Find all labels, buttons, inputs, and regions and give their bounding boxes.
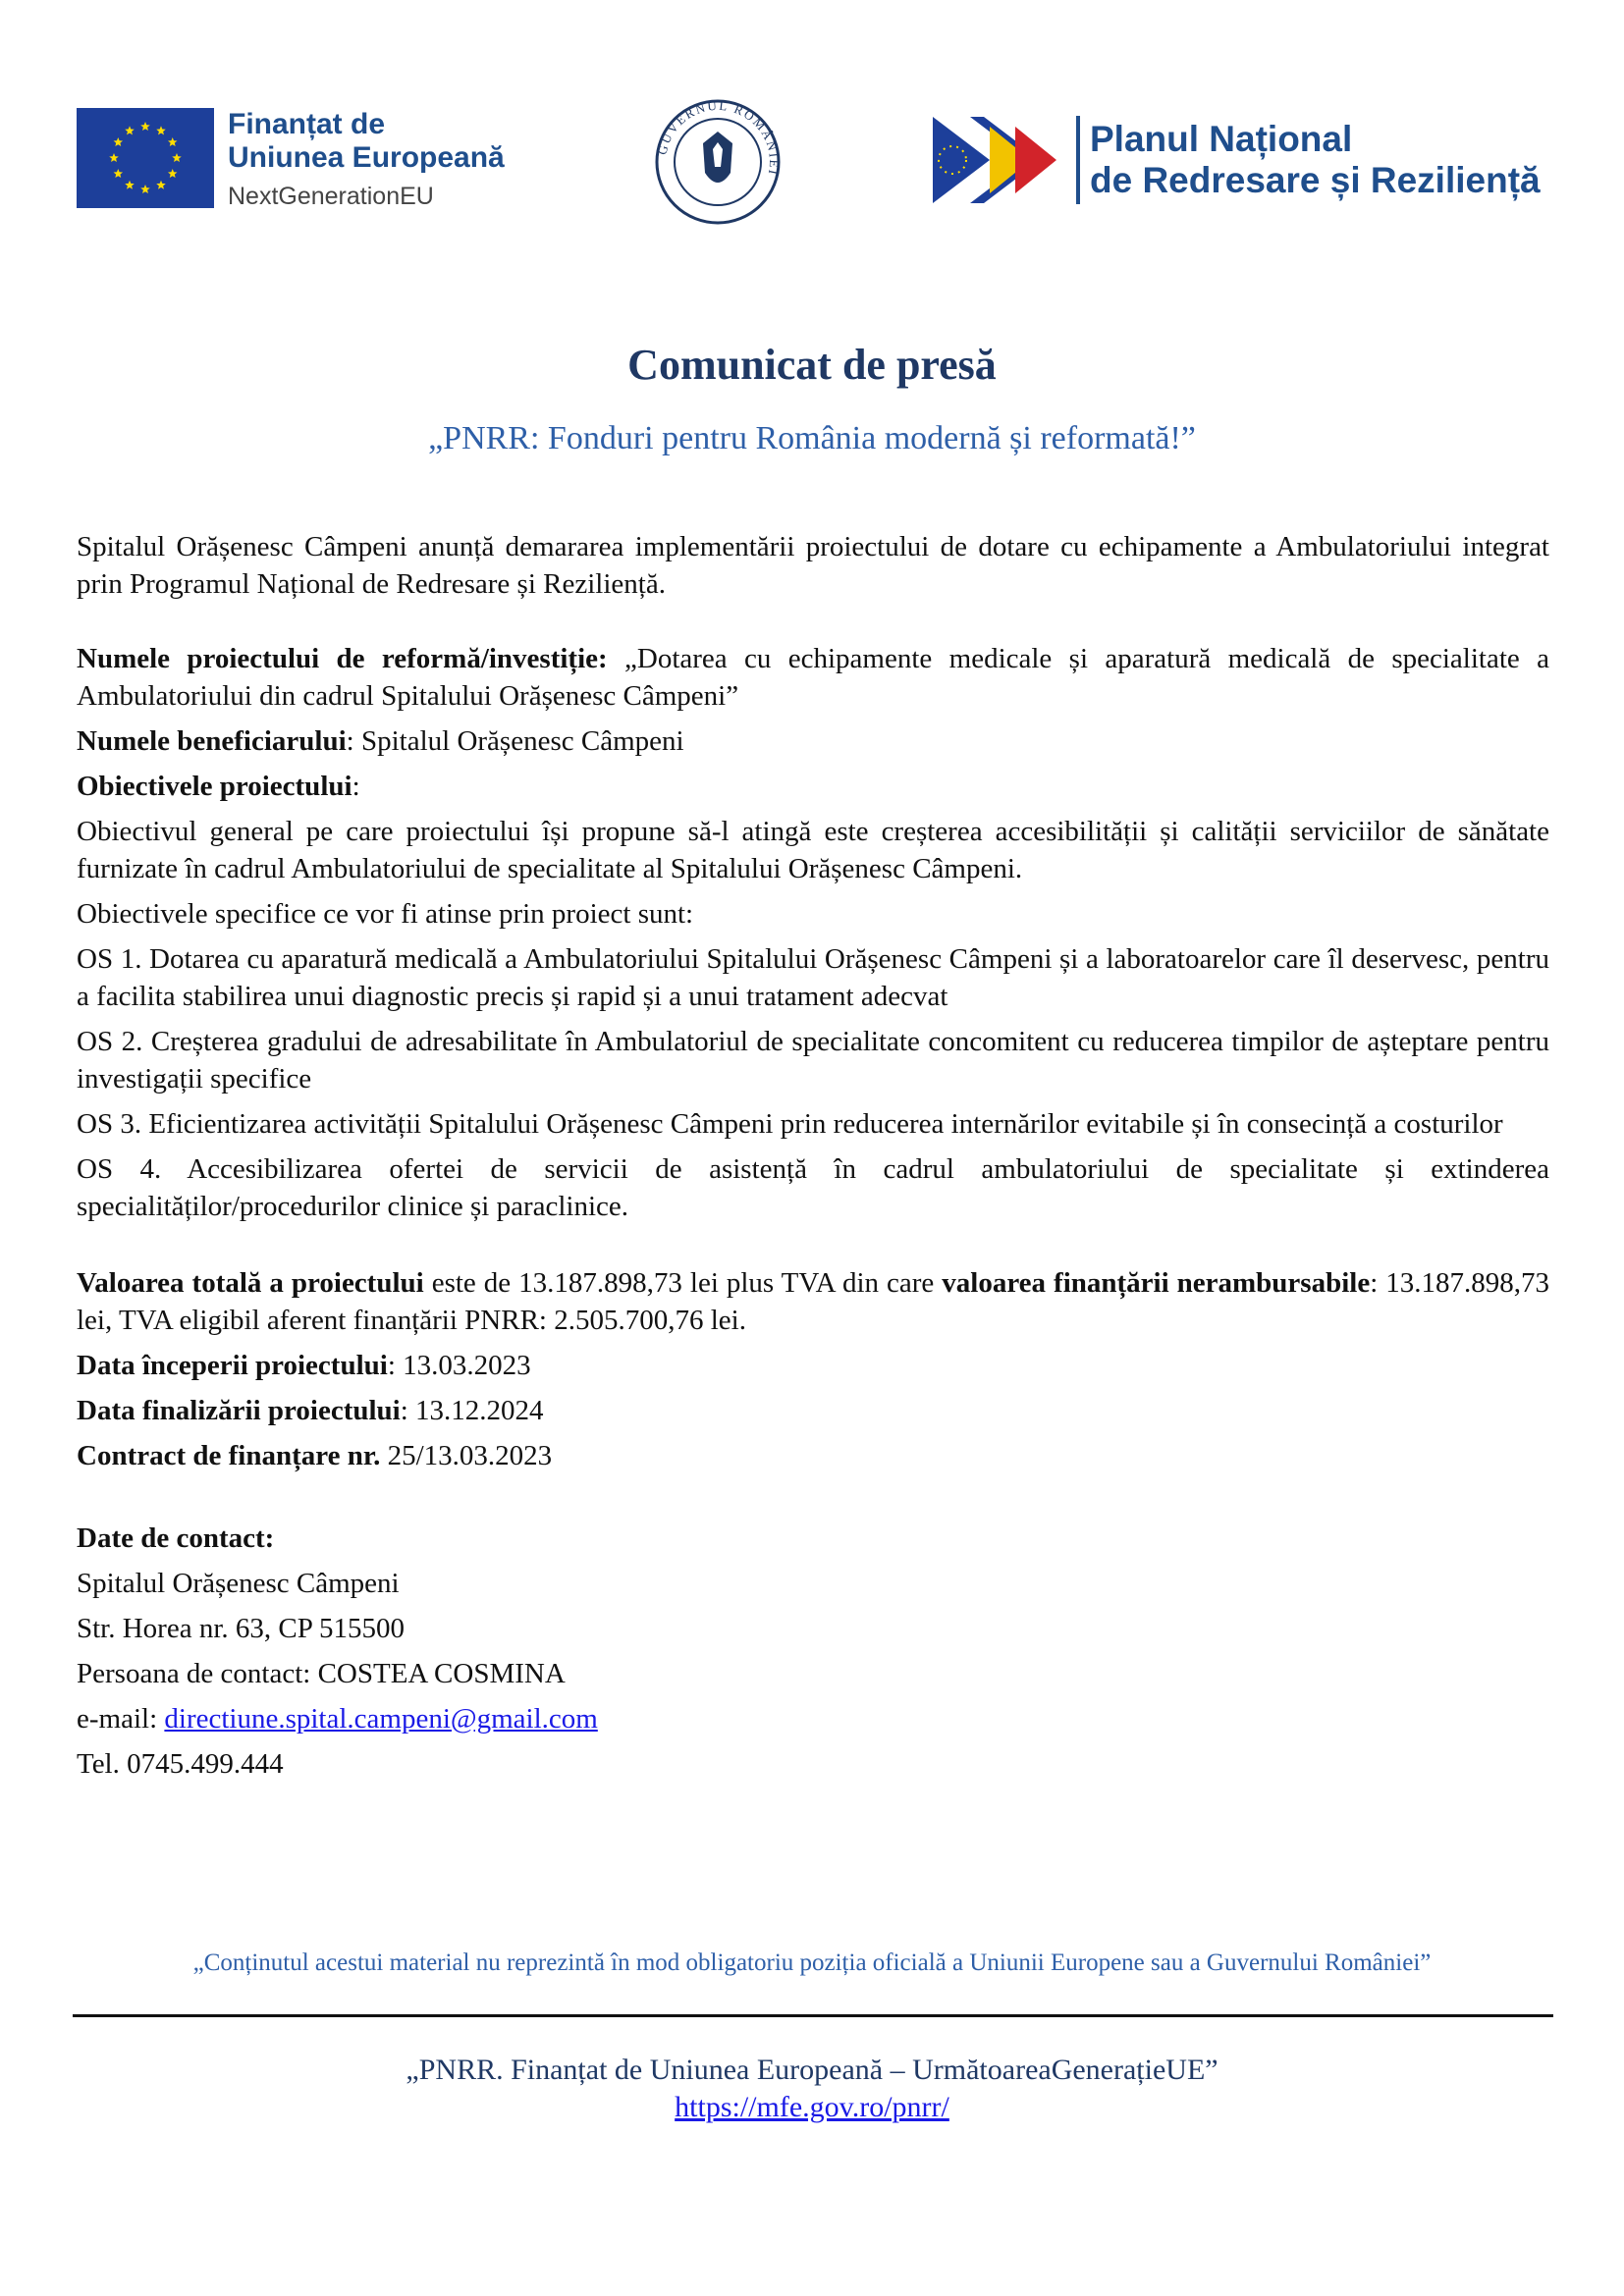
pnrr-line2: de Redresare și Reziliență	[1090, 160, 1541, 200]
end-date	[77, 1392, 1549, 1429]
romanian-government-seal	[654, 98, 782, 226]
start-date	[77, 1347, 1549, 1384]
contract-number	[77, 1437, 1549, 1474]
eu-funding-logo	[77, 108, 505, 214]
total-value-label: Valoarea totală a proiectului	[77, 1267, 424, 1299]
specific-objective: OS 3. Eficientizarea activității Spitalului Orășenesc Câmpeni prin reducerea internărilor evitabile și în consecință a costurilor	[77, 1108, 1503, 1140]
disclaimer: „Conținutul acestui material nu reprezintă în mod obligatoriu poziția oficială a Uniunii Europene sau a Guvernului României”	[192, 1949, 1432, 1976]
project-name	[77, 640, 1549, 715]
footer-divider	[73, 2014, 1553, 2017]
intro-paragraph: Spitalul Orășenesc Câmpeni anunță demararea implementării proiectului de dotare cu echipamente a Ambulatoriului integrat prin Programul Național de Redresare și Reziliență.	[77, 531, 1549, 600]
header-logos	[0, 0, 1624, 255]
beneficiary-label: Numele beneficiarului	[77, 725, 347, 757]
grant-label: valoarea finanțării nerambursabile	[942, 1267, 1371, 1299]
project-name-label: Numele proiectului de reformă/investiție:	[77, 643, 608, 674]
end-date-value: : 13.12.2024	[400, 1395, 544, 1426]
objectives-label: Obiectivele proiectului	[77, 771, 352, 802]
svg-text:GUVERNUL ROMÂNIEI: GUVERNUL ROMÂNIEI	[654, 98, 782, 178]
objectives-colon: :	[352, 771, 360, 802]
eu-logo-line2: Uniunea Europeană	[228, 141, 505, 174]
total-value-text: este de 13.187.898,73 lei plus TVA din care	[423, 1267, 943, 1299]
end-date-label: Data finalizării proiectului	[77, 1395, 401, 1426]
eu-logo-line3: NextGenerationEU	[228, 183, 434, 210]
contact-person: Persoana de contact: COSTEA COSMINA	[77, 1658, 566, 1689]
footer-slogan: „PNRR. Finanțat de Uniunea Europeană – UrmătoareaGenerațieUE”	[406, 2054, 1218, 2086]
press-release-body	[77, 528, 1549, 1790]
eu-flag-icon	[77, 108, 214, 208]
footer-link-row	[0, 2091, 1624, 2124]
total-value	[77, 1264, 1549, 1339]
specific-objectives-intro: Obiectivele specifice ce vor fi atinse prin proiect sunt:	[77, 898, 694, 930]
beneficiary	[77, 722, 1549, 760]
page-title: Comunicat de presă	[627, 341, 997, 389]
specific-objective: OS 1. Dotarea cu aparatură medicală a Ambulatoriului Spitalului Orășenesc Câmpeni și a laboratoarelor care îl deservesc, pentru a facilita stabilirea unui diagnostic precis și rapid și a unui tratament adecvat	[77, 943, 1549, 1012]
contact-heading-text: Date de contact:	[77, 1522, 275, 1554]
eu-logo-line1: Finanțat de	[228, 108, 386, 140]
beneficiary-value: : Spitalul Orășenesc Câmpeni	[346, 725, 684, 757]
pnrr-logo	[933, 116, 1541, 204]
general-objective: Obiectivul general pe care proiectului își propune să-l atingă este creșterea accesibilității și calității serviciilor de sănătate furnizate în cadrul Ambulatoriului de specialitate al Spitalului Orășenesc Câmpeni.	[77, 816, 1549, 884]
contact-email	[77, 1700, 1549, 1737]
contact-phone: Tel. 0745.499.444	[77, 1748, 284, 1780]
start-date-label: Data începerii proiectului	[77, 1350, 388, 1381]
contact-address: Str. Horea nr. 63, CP 515500	[77, 1613, 406, 1644]
start-date-value: : 13.03.2023	[387, 1350, 531, 1381]
page-subtitle: „PNRR: Fonduri pentru România modernă și reformată!”	[428, 420, 1196, 456]
objectives-heading	[77, 768, 1549, 805]
pnrr-line1: Planul Național	[1090, 119, 1353, 159]
footer-link[interactable]: https://mfe.gov.ro/pnrr/	[675, 2091, 949, 2123]
email-link[interactable]: directiune.spital.campeni@gmail.com	[164, 1703, 598, 1735]
contract-value: 25/13.03.2023	[380, 1440, 553, 1471]
project-name-value: „Dotarea cu echipamente medicale și aparatură medicală de specialitate a Ambulatoriului din cadrul Spitalului Orășenesc Câmpeni”	[77, 643, 1549, 712]
contact-org: Spitalul Orășenesc Câmpeni	[77, 1568, 400, 1599]
specific-objective: OS 4. Accesibilizarea ofertei de servicii de asistență în cadrul ambulatoriului de specialitate și extinderea specialităților/procedurilor clinice și paraclinice.	[77, 1153, 1549, 1222]
grant-value-text: : 13.187.898,73 lei, TVA eligibil aferent finanțării PNRR: 2.505.700,76 lei.	[77, 1267, 1550, 1336]
pnrr-arrows-icon	[933, 117, 1070, 203]
contact-heading	[77, 1520, 1549, 1557]
contract-label: Contract de finanțare nr.	[77, 1440, 381, 1471]
pnrr-divider	[1076, 116, 1080, 204]
email-label: e-mail:	[77, 1703, 165, 1735]
specific-objective: OS 2. Creșterea gradului de adresabilitate în Ambulatoriul de specialitate concomitent cu reducerea timpilor de așteptare pentru investigații specifice	[77, 1026, 1549, 1095]
